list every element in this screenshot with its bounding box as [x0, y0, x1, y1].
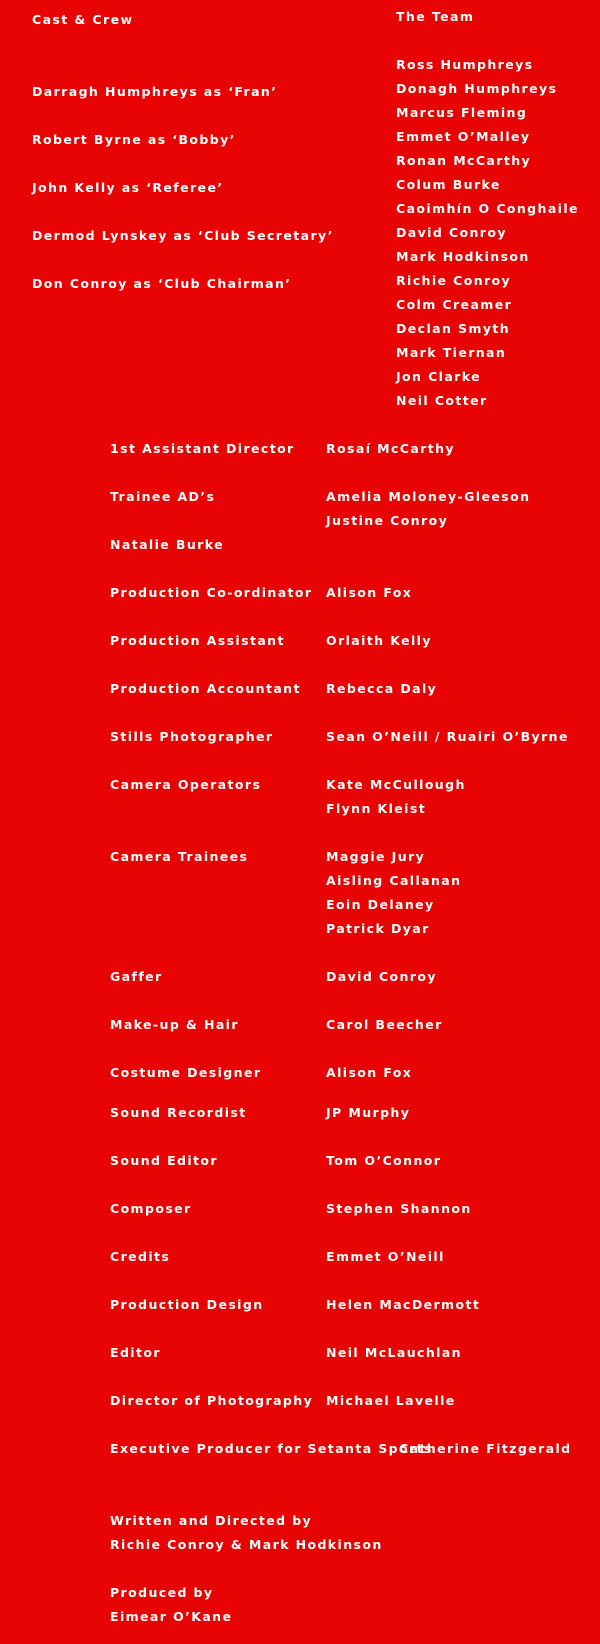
- crew-name: Natalie Burke: [110, 537, 224, 552]
- crew-name: Maggie Jury: [326, 849, 426, 864]
- crew-role: Editor: [110, 1345, 161, 1360]
- crew-name: Alison Fox: [326, 585, 413, 600]
- crew-name: David Conroy: [326, 969, 437, 984]
- crew-name: Helen MacDermott: [326, 1297, 481, 1312]
- team-member: Donagh Humphreys: [396, 81, 558, 96]
- crew-name: Eoin Delaney: [326, 897, 435, 912]
- crew-role: 1st Assistant Director: [110, 441, 295, 456]
- executive-producer-role: Executive Producer for Setanta Sports: [110, 1441, 433, 1456]
- crew-role: Production Design: [110, 1297, 264, 1312]
- crew-name: Rosaí McCarthy: [326, 441, 455, 456]
- crew-role: Credits: [110, 1249, 171, 1264]
- cast-member: John Kelly as ‘Referee’: [32, 180, 224, 195]
- team-member: Richie Conroy: [396, 273, 512, 288]
- crew-role: Costume Designer: [110, 1065, 262, 1080]
- crew-role: Gaffer: [110, 969, 163, 984]
- crew-name: Flynn Kleist: [326, 801, 427, 816]
- crew-name: JP Murphy: [326, 1105, 411, 1120]
- team-member: Neil Cotter: [396, 393, 488, 408]
- team-member: Colum Burke: [396, 177, 501, 192]
- crew-name: Kate McCullough: [326, 777, 466, 792]
- team-member: Colm Creamer: [396, 297, 513, 312]
- crew-role: Make-up & Hair: [110, 1017, 239, 1032]
- cast-member: Robert Byrne as ‘Bobby’: [32, 132, 236, 147]
- crew-role: Composer: [110, 1201, 192, 1216]
- crew-role: Production Assistant: [110, 633, 285, 648]
- crew-name: Justine Conroy: [326, 513, 449, 528]
- crew-role: Sound Recordist: [110, 1105, 247, 1120]
- crew-role: Stills Photographer: [110, 729, 274, 744]
- crew-role: Sound Editor: [110, 1153, 218, 1168]
- team-member: Caoimhín O Conghaile: [396, 201, 579, 216]
- written-directed-names: Richie Conroy & Mark Hodkinson: [110, 1537, 383, 1552]
- written-directed-label: Written and Directed by: [110, 1513, 313, 1528]
- team-member: Mark Tiernan: [396, 345, 507, 360]
- crew-name: Carol Beecher: [326, 1017, 443, 1032]
- crew-name: Sean O’Neill / Ruairi O’Byrne: [326, 729, 569, 744]
- crew-role: Camera Operators: [110, 777, 262, 792]
- team-member: Emmet O’Malley: [396, 129, 531, 144]
- crew-name: Neil McLauchlan: [326, 1345, 462, 1360]
- executive-producer-name: Catherine Fitzgerald: [399, 1441, 572, 1456]
- cast-heading: Cast & Crew: [32, 12, 134, 27]
- team-member: Ronan McCarthy: [396, 153, 532, 168]
- team-member: David Conroy: [396, 225, 507, 240]
- crew-role: Director of Photography: [110, 1393, 314, 1408]
- crew-name: Michael Lavelle: [326, 1393, 456, 1408]
- crew-role: Trainee AD’s: [110, 489, 216, 504]
- crew-name: Aisling Callanan: [326, 873, 462, 888]
- cast-member: Don Conroy as ‘Club Chairman’: [32, 276, 292, 291]
- team-member: Mark Hodkinson: [396, 249, 530, 264]
- team-member: Declan Smyth: [396, 321, 511, 336]
- crew-role: Camera Trainees: [110, 849, 249, 864]
- team-member: Jon Clarke: [396, 369, 482, 384]
- cast-member: Dermod Lynskey as ‘Club Secretary’: [32, 228, 334, 243]
- produced-by-label: Produced by: [110, 1585, 214, 1600]
- crew-role: Production Co-ordinator: [110, 585, 313, 600]
- crew-name: Rebecca Daly: [326, 681, 438, 696]
- crew-name: Tom O’Connor: [326, 1153, 442, 1168]
- produced-by-name: Eimear O’Kane: [110, 1609, 233, 1624]
- team-heading: The Team: [396, 9, 475, 24]
- crew-name: Amelia Moloney-Gleeson: [326, 489, 531, 504]
- team-member: Marcus Fleming: [396, 105, 528, 120]
- crew-name: Alison Fox: [326, 1065, 413, 1080]
- team-member: Ross Humphreys: [396, 57, 534, 72]
- crew-name: Emmet O’Neill: [326, 1249, 445, 1264]
- crew-name: Stephen Shannon: [326, 1201, 472, 1216]
- cast-member: Darragh Humphreys as ‘Fran’: [32, 84, 278, 99]
- crew-role: Production Accountant: [110, 681, 301, 696]
- crew-name: Orlaith Kelly: [326, 633, 432, 648]
- crew-name: Patrick Dyar: [326, 921, 430, 936]
